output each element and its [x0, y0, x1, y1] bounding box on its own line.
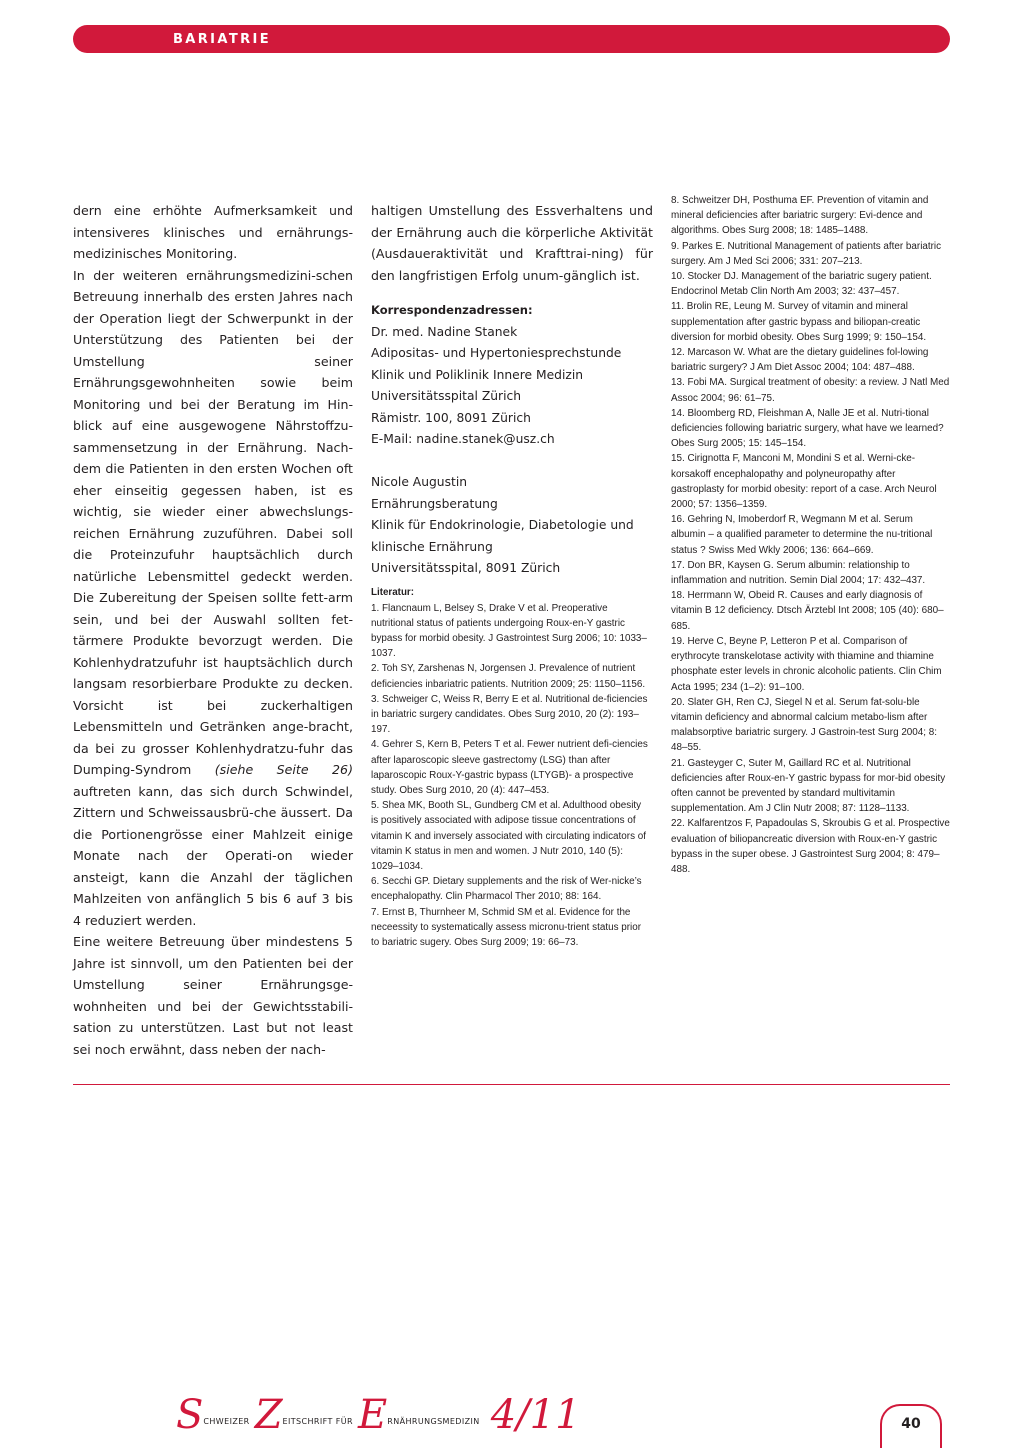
body-text: auftreten kann, das sich durch Schwindel, Zittern und Schweissausbrü-che äussert. Da die Portionengrösse einer Mahlzeit einige Monate nach der Operati-on wieder ansteigt, kann die Anzahl der täglichen Mahlzeiten von anfänglich 5 bis 6 auf 3 bis 4 reduziert werden.	[73, 783, 353, 928]
reference-item: 8. Schweitzer DH, Posthuma EF. Prevention of vitamin and mineral deficiencies after bariatric surgery: Evi-dence and algorithms. Obes Surg 2008; 18: 1485–1488.	[671, 195, 929, 237]
reference-item: 20. Slater GH, Ren CJ, Siegel N et al. Serum fat-solu-ble vitamin deficiency and abnormal calcium metabo-lism after malabsorptive bariatric surgery. J Gastroin-test Surg 2004; 8: 48–55.	[671, 696, 938, 754]
reference-item: 6. Secchi GP. Dietary supplements and the risk of Wer-nicke’s encephalopathy. Clin Pharmacol Ther 2010; 88: 164.	[371, 876, 642, 903]
reference-item: 12. Marcason W. What are the dietary guidelines fol-lowing bariatric surgery? J Am Diet Assoc 2004; 104: 487–488.	[671, 347, 929, 374]
reference-item: 3. Schweiger C, Weiss R, Berry E et al. Nutritional de-ficiencies in bariatric surgery candidates. Obes Surg 2010, 20 (2): 193–197.	[371, 693, 648, 736]
reference-item: 5. Shea MK, Booth SL, Gundberg CM et al. Adulthood obesity is positively associated with adipose tissue concentrations of vitamin K and inversely associated with circulating indicators of vitamin K status in men and women. J Nutr 2010, 140 (5): 1029–1034.	[371, 800, 646, 872]
article-column-1	[73, 200, 353, 1060]
cross-reference: (siehe Seite 26)	[214, 762, 353, 777]
reference-item: 16. Gehring N, Imoberdorf R, Wegmann M et al. Serum albumin – a qualified parameter to determine the nu-tritional status ? Swiss Med Wkly 2006; 136: 664–669.	[671, 514, 933, 556]
reference-item: 15. Cirignotta F, Manconi M, Mondini S et al. Werni-cke-korsakoff encephalopathy and polyneuropathy after gastroplasty for morbid obesity: report of a case. Arch Neurol 2000; 57: 1356–1359.	[671, 453, 937, 511]
body-paragraph	[73, 265, 353, 932]
contact-block-1	[371, 322, 653, 451]
reference-item: 13. Fobi MA. Surgical treatment of obesity: a review. J Natl Med Assoc 2004; 96: 61–75.	[671, 377, 950, 404]
reference-item: 17. Don BR, Kaysen G. Serum albumin: relationship to inflammation and nutrition. Semin Dial 2004; 17: 432–437.	[671, 559, 926, 587]
page-number: 40	[901, 1416, 921, 1432]
reference-item: 7. Ernst B, Thurnheer M, Schmid SM et al. Evidence for the neceessity to systematically assess micronu-trient status prior to bariatric sugery. Obes Surg 2009; 19: 66–73.	[371, 906, 642, 948]
section-divider	[73, 1084, 950, 1085]
reference-item: 2. Toh SY, Zarshenas N, Jorgensen J. Prevalence of nutrient deficiencies inbariatric patients. Nutrition 2009; 25: 1150–1156.	[371, 663, 646, 690]
logo-letter-z: Z	[254, 1392, 283, 1438]
body-text: In der weiteren ernährungsmedizini-schen Betreuung innerhalb des ersten Jahres nach der Operation liegt der Schwerpunkt in der Unterstützung des Patienten bei der Umstellung seiner Ernährungsgewohnheiten sowie beim Monitoring und bei der Beratung im Hin-blick auf eine ausgewogene Nährstoffzu-sammensetzung in der Ernährung. Nach-dem die Patienten in den ersten Wochen oft eher einseitig gegessen haben, ist es wichtig, sie wieder einer abwechslungs-reichen Ernährung zuzuführen. Dabei soll die Proteinzufuhr hauptsächlich durch natürliche Lebensmittel gedeckt werden. Die Zubereitung der Speisen sollte fett-arm sein, und bei der Auswahl sollten fet-tärmere Produkte bevorzugt werden. Die Kohlenhydratzufuhr ist hauptsächlich durch langsam resorbierbare Produkte zu decken. Vorsicht ist bei zuckerhaltigen Lebensmitteln und Getränken ange-bracht, da bei zu grosser Kohlenhydratzu-fuhr das Dumping-Syndrom	[73, 267, 353, 777]
section-header-bar	[73, 25, 950, 53]
contact-line: Rämistr. 100, 8091 Zürich	[371, 410, 531, 425]
contact-block-2	[371, 472, 653, 580]
logo-letter-s: S	[176, 1392, 204, 1438]
issue-number: 4/11	[490, 1392, 581, 1438]
literature-heading: Literatur:	[371, 586, 415, 598]
logo-word: RNÄHRUNGSMEDIZIN	[387, 1417, 480, 1426]
contact-line: klinische Ernährung	[371, 539, 493, 554]
article-column-2	[371, 200, 653, 950]
contact-line: Klinik und Poliklinik Innere Medizin	[371, 367, 584, 382]
reference-item: 22. Kalfarentzos F, Papadoulas S, Skroubis G et al. Prospective evaluation of biliopancreatic diversion with Roux-en-Y gastric bypass in the super obese. J Gastrointest Surg 2004; 8: 479–488.	[671, 818, 950, 875]
reference-item: 21. Gasteyger C, Suter M, Gaillard RC et al. Nutritional deficiencies after Roux-en-Y gastric bypass for mor-bid obesity often cannot be prevented by standard multivitamin supplementation. Am J Clin Nutr 2008; 87: 1128–1133.	[671, 757, 946, 815]
contact-line: Universitätsspital Zürich	[371, 389, 522, 403]
reference-item: 1. Flancnaum L, Belsey S, Drake V et al. Preoperative nutritional status of patients undergoing Roux-en-Y gastric bypass for morbid obesity. J Gastrointest Surg 2006; 10: 1033–1037.	[371, 602, 647, 660]
contact-line: Adipositas- und Hypertoniesprechstunde	[371, 346, 622, 360]
reference-item: 19. Herve C, Beyne P, Letteron P et al. Comparison of erythrocyte transkelotase activity with thiamine and thiamine phosphate ester levels in chronic alcoholic patients. Clin Chim Acta 1995; 234 (1–2): 91–100.	[671, 635, 942, 693]
body-paragraph: dern eine erhöhte Aufmerksamkeit und intensiveres klinisches und ernährungs-medizinisches Monitoring.	[73, 203, 353, 261]
page-number-tab	[880, 1404, 942, 1448]
contact-heading: Korrespondenzadressen:	[371, 303, 533, 317]
reference-item: 18. Herrmann W, Obeid R. Causes and early diagnosis of vitamin B 12 deficiency. Dtsch Ärztebl Int 2008; 105 (40): 680–685.	[671, 590, 944, 632]
contact-email: E-Mail: nadine.stanek@usz.ch	[371, 432, 555, 446]
reference-list-part-2	[671, 193, 950, 877]
reference-item: 9. Parkes E. Nutritional Management of patients after bariatric surgery. Am J Med Sci 2006; 331: 207–213.	[671, 240, 942, 267]
body-paragraph: Eine weitere Betreuung über mindestens 5 Jahre ist sinnvoll, um den Patienten bei der Umstellung seiner Ernährungsge-wohnheiten und bei der Gewichtsstabili-sation zu unterstützen. Last but not least sei noch erwähnt, dass neben der nach-	[73, 934, 353, 1057]
reference-item: 4. Gehrer S, Kern B, Peters T et al. Fewer nutrient defi-ciencies after laparoscopic sleeve gastrectomy (LSG) than after laparoscopic Roux-Y-gastric bypass (LTYGB)- a prospective study. Obes Surg 2010, 20 (4): 447–453.	[371, 739, 648, 796]
journal-logo	[176, 1392, 581, 1442]
logo-letter-e: E	[358, 1392, 388, 1438]
contact-line: Universitätsspital, 8091 Zürich	[371, 561, 561, 575]
contact-line: Klinik für Endokrinologie, Diabetologie und	[371, 518, 634, 532]
reference-item: 10. Stocker DJ. Management of the bariatric sugery patient. Endocrinol Metab Clin North Am 2003; 32: 437–457.	[671, 271, 932, 298]
section-title: BARIATRIE	[173, 32, 272, 47]
logo-word: EITSCHRIFT FÜR	[282, 1417, 353, 1426]
reference-list-part-1	[371, 601, 649, 951]
reference-item: 14. Bloomberg RD, Fleishman A, Nalle JE et al. Nutri-tional deficiencies following bariatric surgery, what have we learned? Obes Surg 2005; 15: 145–154.	[671, 407, 944, 450]
contact-line: Dr. med. Nadine Stanek	[371, 324, 518, 339]
body-paragraph: haltigen Umstellung des Essverhaltens und der Ernährung auch die körperliche Aktivität (Ausdaueraktivität und Krafttrai-ning) für den langfristigen Erfolg unum-gänglich ist.	[371, 203, 653, 283]
contact-line: Ernährungsberatung	[371, 496, 498, 511]
logo-word: CHWEIZER	[203, 1417, 250, 1426]
contact-line: Nicole Augustin	[371, 475, 468, 489]
reference-item: 11. Brolin RE, Leung M. Survey of vitamin and mineral supplementation after gastric bypass and biliopan-creatic diversion for morbid obesity. Obes Surg 1999; 9: 150–154.	[671, 301, 927, 343]
spacer	[371, 451, 653, 473]
